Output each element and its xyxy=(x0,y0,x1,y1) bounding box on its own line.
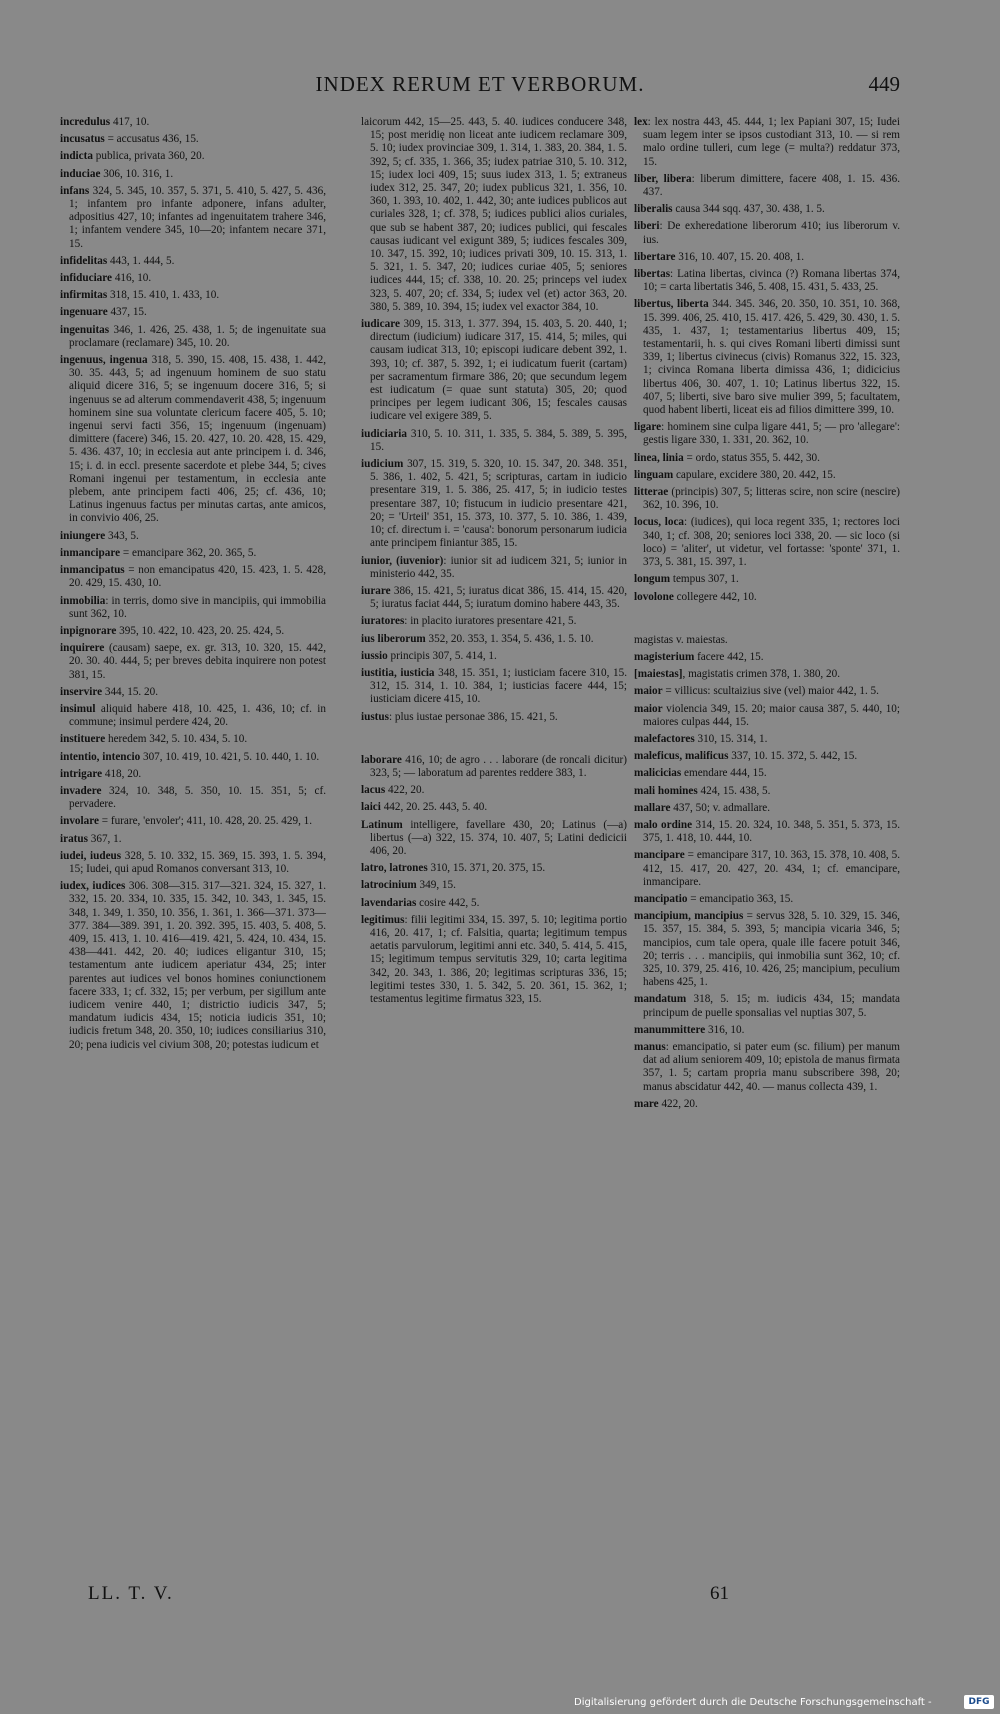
index-entry xyxy=(634,893,900,906)
entry-references: 318, 5. 390, 15. 408, 15. 438, 1. 442, 30. 35. 443, 5; ad ingenuum hominem de suo statu aliquid dicere 316, 5; se ingenuum docere 316, 5; si ingenuus se ad alterum commendaverit 438, 5; ingenuum hominem sine sua voluntate clericum facere 405, 5. 10; ingenui servi facti 356, 15; ingenuum (ingenuam) dimittere (facere) 346, 15. 20. 427, 10. 20. 428, 15. 429, 5. 436. 437, 10; in ecclesia aut ante principem i. d. 346, 15; i. d. in eccl. presente sacerdote et plebe 344, 5; cives Romani ingenui per testamentum, in ecclesia ante plebem, ante principem facti 406, 25; cf. 436, 10; Latinus ingenuus factus per minutas cartas, ante amicos, in convivio 406, 25. xyxy=(69,354,326,525)
entry-references: 437, 50; v. admallare. xyxy=(670,801,771,814)
index-entry xyxy=(634,421,900,447)
entry-references: 310, 5. 10. 311, 1. 335, 5. 384, 5. 389, 5. 395, 15. xyxy=(370,427,627,453)
index-entry xyxy=(361,801,627,814)
entry-headword: iudicare xyxy=(361,318,400,331)
index-entry xyxy=(634,486,900,512)
entry-references: : De exheredatione liberorum 410; ius liberorum v. ius. xyxy=(643,220,900,246)
entry-references: 416, 10. xyxy=(112,272,152,285)
entry-references: 306. 308—315. 317—321. 324, 15. 327, 1. 332, 15. 20. 334, 10. 335, 15. 342, 10. 343, 1. 345, 15. 348, 1. 349, 1. 350, 10. 356, 1. 361, 1. 366—371. 373—377. 384—389. 391, 1. 20. 392. 395, 15. 403, 5. 408, 5. 409, 15. 413, 1. 10. 416—419. 421, 5. 424, 10. 434, 15. 438—441. 442, 20. 40; iudices eligantur 310, 15; testamentum ante iudicem aperiatur 434, 25; inter parentes aut iudices vel bonos homines coniunctionem facere 333, 1; cf. 332, 15; per verbum, per sigillum ante iudicem venire 440, 1; districtio iudicis 347, 5; mandatum iudicis 434, 15; noticia iudicis 351, 10; iudicis fretum 348, 20. 350, 10; iudices consiliarius 310, 20; pena iudicis vel civium 308, 20; potestas iudicum et xyxy=(69,880,326,1051)
index-entry xyxy=(634,1098,900,1111)
index-entry xyxy=(634,1041,900,1094)
entry-references: : iunior sit ad iudicem 321, 5; iunior in ministerio 442, 35. xyxy=(370,554,627,580)
entry-references: 422, 20. xyxy=(385,784,425,797)
index-column-right xyxy=(634,116,900,1572)
entry-headword: litterae xyxy=(634,486,669,499)
entry-references: 346, 1. 426, 25. 438, 1. 5; de ingenuitate sua proclamare (reclamare) 345, 10. 20. xyxy=(69,323,326,349)
index-entry xyxy=(361,458,627,550)
entry-references: 316, 10. 407, 15. 20. 408, 1. xyxy=(675,250,805,263)
index-entry xyxy=(634,516,900,569)
index-entry xyxy=(634,220,900,246)
entry-headword: ligare xyxy=(634,421,662,434)
entry-references: heredem 342, 5. 10. 434, 5. 10. xyxy=(105,733,248,746)
entry-references: 307, 15. 319, 5. 320, 10. 15. 347, 20. 348. 351, 5. 386, 1. 402, 5. 421, 5; scripturas, cartam in iudicio presentare 319, 1. 5. 386, 25. 417, 5; in iudicio testes presentare 387, 10; fistucum in iudicio presentare 421, 20; = 'Urteil' 351, 15. 373, 10. 377, 5. 10. 386, 1. 439, 10; cf. directum i. = 'causa': bonorum personarum iudicia ante principem finiantur 385, 15. xyxy=(370,458,627,550)
index-entry xyxy=(60,642,326,682)
entry-references: 416, 10; de agro . . . laborare (de roncali dicitur) 323, 5; — laboratum ad parentes reddere 383, 1. xyxy=(370,753,627,779)
entry-headword: legitimus xyxy=(361,913,405,926)
entry-headword: insimul xyxy=(60,702,96,715)
entry-references: 352, 20. 353, 1. 354, 5. 436, 1. 5. 10. xyxy=(425,632,594,645)
index-entry xyxy=(361,428,627,454)
sheet-number: 61 xyxy=(710,1583,729,1604)
index-entry xyxy=(60,768,326,781)
index-entry xyxy=(60,850,326,876)
entry-headword: infidelitas xyxy=(60,254,108,267)
entry-references: principis 307, 5. 414, 1. xyxy=(387,649,497,662)
entry-references: : filii legitimi 334, 15. 397, 5. 10; legitima portio 416, 20. 417, 1; cf. Falsitia, quarta; legitimum tempus aetatis parvulorum, legitimi anni etc. 340, 5. 414, 5. 415, 15; legitimum tempus servitutis 329, 10; carta legitima 342, 20. 343, 1. 386, 20; legitimas scripturas 336, 15; legitimi testes 330, 1. 5. 342, 5. 20. 361, 15. 362, 1; testamentus legitime firmatus 323, 15. xyxy=(370,913,627,1005)
entry-headword: maior xyxy=(634,685,663,698)
index-entry xyxy=(634,634,900,647)
entry-references: 443, 1. 444, 5. xyxy=(107,254,175,267)
entry-headword: lex xyxy=(634,116,648,128)
index-entry xyxy=(634,268,900,294)
entry-headword: Latinum xyxy=(361,818,403,831)
index-entry xyxy=(634,685,900,698)
index-entry xyxy=(60,686,326,699)
entry-references: 324, 10. 348, 5. 350, 10. 15. 351, 5; cf. pervadere. xyxy=(69,784,326,811)
index-entry xyxy=(634,802,900,815)
entry-headword: iunior, (iuvenior) xyxy=(361,554,444,567)
index-entry xyxy=(634,993,900,1019)
entry-references: 310, 15. 371, 20. 375, 15. xyxy=(427,862,546,875)
entry-references: : lex nostra 443, 45. 444, 1; lex Papiani 307, 15; Iudei suam legem inter se ipsos custodiant 313, 10. — si rem malo ordine tulleri, cum lege (= multa?) reddatur 373, 15. xyxy=(643,116,900,168)
index-entry xyxy=(634,849,900,889)
index-entry xyxy=(60,116,326,129)
index-entry xyxy=(361,914,627,1006)
index-entry xyxy=(361,879,627,892)
entry-references: : liberum dimittere, facere 408, 1. 15. 436. 437. xyxy=(643,172,900,199)
index-entry xyxy=(60,255,326,268)
entry-references: laicorum 442, 15—25. 443, 5. 40. iudices conducere 348, 15; post meridię non liceat ante iudicem reclamare 309, 5. 10; iudex provinciae 309, 1. 314, 1. 383, 20. 384, 1. 5. 392, 5; cf. 335, 1. 366, 35; iudex patriae 310, 5. 10. 312, 15; iudex loci 409, 15; suus iudex 313, 1. 5; extraneus iudex 312, 25. 347, 20; iudex publicus 321, 1. 356, 10. 360, 1. 393, 10. 402, 1. 442, 30; ante iudices publicos aut curiales 328, 1; cf. 378, 5; iudices publici alios curiales, que sub se habent 387, 20; iudices publici, qui fescales causas iudicant vel exigunt 389, 5; iudices fescales 309, 10. 347, 15. 392, 10; iudices privati 309, 10. 15. 313, 1. 5. 321, 1. 5. 347, 20; iudices curiae 405, 5; seniores iudices 444, 15; cf. 338, 10. 20. 25; princeps vel iudex 323, 5. 407, 20; cf. 334, 5; iudex vel (et) actor 363, 20. 380, 5. 389, 10. 394, 15; iudex vel exactor 384, 10. xyxy=(361,116,627,313)
entry-headword: latrocinium xyxy=(361,879,417,892)
entry-references: = furare, 'envoler'; 411, 10. 428, 20. 25. 429, 1. xyxy=(98,815,313,828)
entry-headword: inpignorare xyxy=(60,624,117,637)
index-entry xyxy=(361,633,627,646)
index-entry xyxy=(60,530,326,543)
page-footer xyxy=(60,1583,900,1613)
index-entry xyxy=(60,564,326,590)
page-header xyxy=(60,68,900,98)
entry-references: 422, 20. xyxy=(658,1097,698,1110)
index-entry xyxy=(60,625,326,638)
index-entry xyxy=(634,668,900,681)
running-title: INDEX RERUM ET VERBORUM. xyxy=(315,72,645,96)
entry-headword: linea, linia xyxy=(634,451,684,464)
entry-references: 442, 20. 25. 443, 5. 40. xyxy=(380,801,488,814)
index-entry xyxy=(60,354,326,526)
entry-references: = emancipare 362, 20. 365, 5. xyxy=(120,546,257,559)
index-entry xyxy=(60,324,326,350)
entry-headword: infiduciare xyxy=(60,272,113,285)
entry-references: 367, 1. xyxy=(87,832,122,845)
index-entry xyxy=(60,785,326,811)
entry-headword: ingenuitas xyxy=(60,323,110,336)
index-entry xyxy=(361,116,627,314)
entry-headword: invadere xyxy=(60,784,102,797)
entry-references: = emancipare 317, 10. 363, 15. 378, 10. 408, 5. 412, 15. 417, 20. 427, 20. 434, 1; cf. emancipare, inmancipare. xyxy=(643,849,900,888)
entry-headword: ius liberorum xyxy=(361,632,426,645)
entry-references: facere 442, 15. xyxy=(694,650,764,663)
entry-references: violencia 349, 15. 20; maior causa 387, 5. 440, 10; maiores culpas 444, 15. xyxy=(643,702,900,728)
dfg-logo: DFG xyxy=(964,1695,994,1709)
entry-headword: iurare xyxy=(361,584,391,597)
index-entry xyxy=(60,751,326,764)
index-entry xyxy=(60,595,326,621)
entry-headword: iudex, iudices xyxy=(60,880,126,893)
entry-headword: instituere xyxy=(60,733,106,746)
index-entry xyxy=(60,150,326,163)
index-entry xyxy=(634,651,900,664)
entry-references: 314, 15. 20. 324, 10. 348, 5. 351, 5. 373, 15. 375, 1. 418, 10. 444, 10. xyxy=(643,818,900,845)
entry-references: = non emancipatus 420, 15. 423, 1. 5. 428, 20. 429, 15. 430, 10. xyxy=(69,564,326,590)
entry-headword: mandatum xyxy=(634,993,687,1006)
entry-references: , magistatis crimen 378, 1. 380, 20. xyxy=(682,668,841,681)
index-entry xyxy=(634,910,900,989)
entry-headword: infans xyxy=(60,184,90,197)
entry-headword: laici xyxy=(361,801,381,814)
entry-references: = villicus: scultaizius sive (vel) maior 442, 1. 5. xyxy=(662,685,879,698)
entry-headword: malefactores xyxy=(634,732,695,745)
entry-headword: iniungere xyxy=(60,529,106,542)
index-entry xyxy=(361,555,627,581)
entry-headword: inquirere xyxy=(60,642,105,655)
entry-references: : in terris, domo sive in mancipiis, qui immobilia sunt 362, 10. xyxy=(69,594,326,620)
index-column-left xyxy=(60,116,326,1572)
entry-headword: incredulus xyxy=(60,116,111,128)
entry-headword: manummittere xyxy=(634,1023,706,1036)
entry-headword: magisterium xyxy=(634,650,695,663)
index-entry xyxy=(361,862,627,875)
entry-references: publica, privata 360, 20. xyxy=(92,150,205,163)
entry-headword: inmancipare xyxy=(60,546,121,559)
index-entry xyxy=(634,452,900,465)
entry-headword: latro, latrones xyxy=(361,862,428,875)
entry-references: : plus iustae personae 386, 15. 421, 5. xyxy=(389,710,558,723)
entry-references: tempus 307, 1. xyxy=(670,573,739,586)
entry-headword: intrigare xyxy=(60,767,103,780)
entry-headword: longum xyxy=(634,573,671,586)
index-entry xyxy=(361,754,627,780)
index-entry xyxy=(634,750,900,763)
entry-headword: mare xyxy=(634,1097,659,1110)
index-entry xyxy=(60,272,326,285)
section-gap xyxy=(634,608,900,634)
index-entry xyxy=(60,133,326,146)
entry-headword: intentio, intencio xyxy=(60,750,141,763)
entry-headword: indicta xyxy=(60,150,93,163)
entry-references: 307, 10. 419, 10. 421, 5. 10. 440, 1. 10. xyxy=(140,750,320,763)
entry-headword: liberi xyxy=(634,220,660,233)
index-entry xyxy=(634,1024,900,1037)
entry-headword: iudiciaria xyxy=(361,427,407,440)
index-entry xyxy=(634,785,900,798)
entry-headword: libertus, liberta xyxy=(634,298,709,311)
index-entry xyxy=(361,585,627,611)
index-entry xyxy=(361,650,627,663)
entry-headword: mancipare xyxy=(634,849,685,862)
entry-references: intelligere, favellare 430, 20; Latinus (—a) libertus (—a) 322, 15. 374, 10. 407, 5; Latini dedicicii 406, 20. xyxy=(370,818,627,857)
entry-headword: libertare xyxy=(634,250,676,263)
entry-headword: lovolone xyxy=(634,590,674,603)
entry-headword: ingenuus, ingenua xyxy=(60,354,148,367)
entry-headword: maleficus, malificus xyxy=(634,750,729,763)
entry-references: = servus 328, 5. 10. 329, 15. 346, 15. 357, 15. 384, 5. 393, 5; mancipia vicaria 346, 5; mancipios, cum tale opera, quale ille facere potuit 346, 20; terris . . . mancipiis, qui inmobilia sunt 362, 10; cf. 325, 10. 379, 25. 416, 10. 426, 25; mancipium, peculium habens 425, 1. xyxy=(643,910,900,989)
entry-headword: iudei, iudeus xyxy=(60,849,122,862)
entry-references: magistas v. maiestas. xyxy=(634,633,728,646)
index-entry xyxy=(60,289,326,302)
entry-headword: iustus xyxy=(361,710,389,723)
funding-notice: Digitalisierung gefördert durch die Deutsche Forschungsgemeinschaft - xyxy=(574,1697,932,1708)
index-entry xyxy=(361,318,627,424)
index-entry xyxy=(60,833,326,846)
index-entry xyxy=(60,306,326,319)
entry-references: (causam) saepe, ex. gr. 313, 10. 320, 15. 442, 20. 30. 40. 444, 5; per breves debita inquirere non potest 381, 15. xyxy=(69,642,326,681)
entry-headword: mancipium, mancipius xyxy=(634,910,744,923)
entry-headword: mallare xyxy=(634,801,671,814)
entry-headword: inservire xyxy=(60,685,103,698)
index-entry xyxy=(60,880,326,1052)
index-entry xyxy=(634,767,900,780)
entry-references: 324, 5. 345, 10. 357, 5. 371, 5. 410, 5. 427, 5. 436, 1; infantem pro infante adponere, infans adulter, adpositius 427, 10; infantes ad ingenuitatem trahere 346, 1; infantem vendere 345, 10—20; infantem necare 371, 15. xyxy=(69,184,326,250)
entry-headword: lacus xyxy=(361,784,386,797)
index-entry xyxy=(60,168,326,181)
index-entry xyxy=(634,173,900,199)
entry-references: emendare 444, 15. xyxy=(681,767,767,780)
entry-references: 318, 15. 410, 1. 433, 10. xyxy=(107,289,220,302)
entry-headword: locus, loca xyxy=(634,516,685,529)
entry-headword: mali homines xyxy=(634,784,698,797)
entry-references: 344. 345. 346, 20. 350, 10. 351, 10. 368, 15. 399. 406, 25. 410, 15. 417. 426, 5. 429, 30. 430, 1. 5. 435, 1. 437, 1; testamentarius libertus 409, 15; testamentarii, h. s. qui cives Romani liberti dimissi sunt 339, 1; libertus civinecus (civis) Romanus 322, 15. 323, 1; civinca Romana liberta dimissa 436, 1; didicicius libertus 406, 30. 407, 1. 10; Latinus libertus 322, 15. 407, 5; liberti, sive baro sive mulier 399, 5; facultatem, quod habent liberti, liceat eis ad filios dimittere 399, 10. xyxy=(643,298,900,417)
entry-headword: lavendarias xyxy=(361,896,417,909)
entry-references: aliquid habere 418, 10. 425, 1. 436, 10; cf. in commune; insimul perdere 424, 20. xyxy=(69,702,326,729)
entry-headword: liber, libera xyxy=(634,172,692,185)
entry-references: 348, 15. 351, 1; iusticiam facere 310, 15. 312, 15. 314, 1. 10. 384, 1; iusticias facere 444, 15; iusticiam dicere 415, 10. xyxy=(370,666,627,706)
index-entry xyxy=(60,185,326,251)
index-entry xyxy=(634,298,900,417)
page-number: 449 xyxy=(868,72,900,96)
entry-references: 343, 5. xyxy=(105,529,139,542)
index-column-middle xyxy=(361,116,627,1572)
entry-references: 306, 10. 316, 1. xyxy=(100,167,174,180)
section-gap xyxy=(361,728,627,754)
entry-headword: iratus xyxy=(60,832,88,845)
entry-references: = emancipatio 363, 15. xyxy=(687,892,794,905)
entry-references: 316, 10. xyxy=(705,1023,745,1036)
entry-references: = ordo, status 355, 5. 442, 30. xyxy=(683,451,820,464)
entry-references: 318, 5. 15; m. iudicis 434, 15; mandata principum de puelle sponsalias vel nuptias 307, 5. xyxy=(643,993,900,1019)
index-entry xyxy=(361,615,627,628)
entry-headword: libertas xyxy=(634,268,671,281)
entry-references: 328, 5. 10. 332, 15. 369, 15. 393, 1. 5. 394, 15; Iudei, qui apud Romanos conversant 313, 10. xyxy=(69,849,326,875)
entry-headword: liberalis xyxy=(634,203,673,216)
entry-references: (principis) 307, 5; litteras scire, non scire (nescire) 362, 10. 396, 10. xyxy=(643,486,900,512)
entry-references: 417, 10. xyxy=(110,116,150,128)
entry-references: causa 344 sqq. 437, 30. 438, 1. 5. xyxy=(672,203,825,216)
entry-headword: linguam xyxy=(634,468,674,481)
entry-headword: induciae xyxy=(60,167,101,180)
entry-references: cosire 442, 5. xyxy=(416,896,480,909)
entry-headword: inmobilia xyxy=(60,594,106,607)
signature-mark: LL. T. V. xyxy=(88,1583,174,1604)
entry-references: : hominem sine culpa ligare 441, 5; — pro 'allegare': gestis ligare 330, 1. 331, 20. 362, 10. xyxy=(643,421,900,447)
entry-references: 309, 15. 313, 1. 377. 394, 15. 403, 5. 20. 440, 1; directum (iudicium) iudicare 317, 15. 414, 5; miles, qui causam iudicat 313, 10; episcopi iudicare debent 392, 1. 393, 10; cf. 387, 5. 392, 1; ei iudicatum fuerit (cartam) per sacramentum firmare 386, 20; que secundum legem est iudicatum (= quae sunt statuta) 305, 20; quod principes per legem iudicant 306, 15; fescales causas iudicare vel exigere 389, 5. xyxy=(370,318,627,423)
entry-headword: malo ordine xyxy=(634,818,693,831)
index-entry xyxy=(634,703,900,729)
entry-headword: inmancipatus xyxy=(60,564,125,577)
index-entry xyxy=(634,203,900,216)
entry-headword: mancipatio xyxy=(634,892,688,905)
entry-references: 337, 10. 15. 372, 5. 442, 15. xyxy=(728,750,858,763)
index-entry xyxy=(60,733,326,746)
entry-headword: laborare xyxy=(361,753,402,766)
index-entry xyxy=(361,897,627,910)
entry-headword: ingenuare xyxy=(60,306,108,319)
entry-references: : emancipatio, si pater eum (sc. filium) per manum dat ad alium seniorem 409, 10; epistola de manus firmata 357, 1. 5; cartam propria manu subscribere 398, 20; manus abscidatur 442, 40. — manus collecta 439, 1. xyxy=(643,1040,900,1093)
index-entry xyxy=(634,251,900,264)
index-entry xyxy=(634,573,900,586)
entry-headword: incusatus xyxy=(60,133,105,146)
index-columns xyxy=(60,116,908,1572)
entry-headword: maior xyxy=(634,702,663,715)
entry-references: 418, 20. xyxy=(102,767,142,780)
entry-headword: manus xyxy=(634,1040,666,1053)
index-entry xyxy=(634,819,900,845)
index-entry xyxy=(634,116,900,169)
index-entry xyxy=(361,819,627,859)
index-entry xyxy=(361,711,627,724)
index-entry xyxy=(634,469,900,482)
entry-references: = accusatus 436, 15. xyxy=(104,133,199,146)
entry-references: 437, 15. xyxy=(107,306,147,319)
index-entry xyxy=(60,703,326,729)
entry-headword: involare xyxy=(60,815,99,828)
entry-references: : (iudices), qui loca regent 335, 1; rectores loci 340, 1; cf. 308, 20; seniores loci 338, 20. — sic loco (si loco) = 'aliter', ut videtur, vel fortasse: 'sponte' 371, 1. 373, 5. 381, 15. 397, 1. xyxy=(643,516,900,569)
index-entry xyxy=(634,591,900,604)
index-entry xyxy=(361,784,627,797)
index-entry xyxy=(60,815,326,828)
entry-headword: [maiestas] xyxy=(634,668,683,681)
entry-references: 310, 15. 314, 1. xyxy=(694,732,768,745)
entry-headword: iudicium xyxy=(361,458,404,471)
index-entry xyxy=(361,667,627,707)
entry-references: : in placito iuratores presentare 421, 5. xyxy=(404,615,577,628)
entry-headword: iussio xyxy=(361,649,388,662)
entry-references: collegere 442, 10. xyxy=(673,590,757,603)
entry-references: : Latina libertas, civinca (?) Romana libertas 374, 10; = carta libertatis 346, 5. 408, 15. 431, 5. 433, 25. xyxy=(643,268,900,294)
entry-references: 349, 15. xyxy=(416,879,456,892)
index-entry xyxy=(634,733,900,746)
entry-references: 395, 10. 422, 10. 423, 20. 25. 424, 5. xyxy=(116,624,285,637)
entry-references: capulare, excidere 380, 20. 442, 15. xyxy=(673,468,836,481)
entry-headword: malicicias xyxy=(634,767,682,780)
entry-references: 386, 15. 421, 5; iuratus dicat 386, 15. 414, 15. 420, 5; iuratus faciat 444, 5; iuratum domino habere 443, 35. xyxy=(370,584,627,611)
entry-headword: iuratores xyxy=(361,615,405,628)
entry-references: 344, 15. 20. xyxy=(102,685,158,698)
entry-headword: infirmitas xyxy=(60,289,108,302)
index-entry xyxy=(60,547,326,560)
entry-references: 424, 15. 438, 5. xyxy=(697,784,771,797)
entry-headword: iustitia, iusticia xyxy=(361,666,435,679)
